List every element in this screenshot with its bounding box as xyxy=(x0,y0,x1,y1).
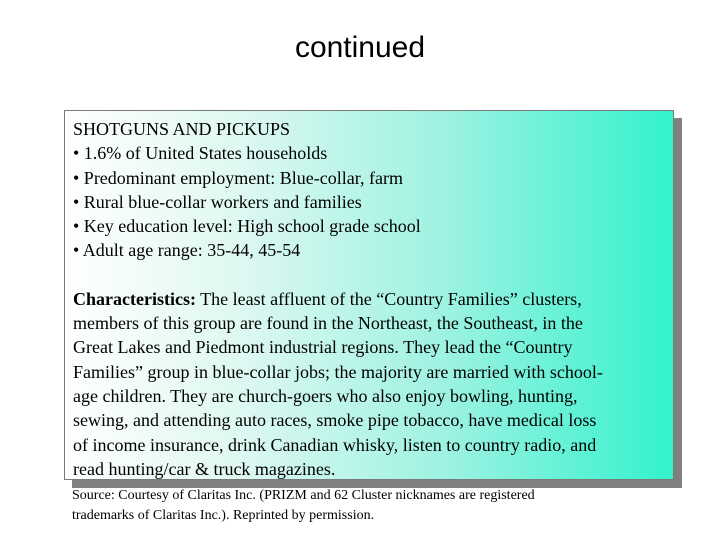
characteristics-line: sewing, and attending auto races, smoke pipe tobacco, have medical loss xyxy=(73,410,597,431)
fact-age-range: • Adult age range: 35-44, 45-54 xyxy=(73,240,301,261)
characteristics-line: Great Lakes and Piedmont industrial regions. They lead the “Country xyxy=(73,337,573,358)
characteristics-line: members of this group are found in the Northeast, the Southeast, in the xyxy=(73,313,583,334)
characteristics-label: Characteristics: xyxy=(73,288,196,309)
segment-facts-list xyxy=(73,141,665,262)
source-line: trademarks of Claritas Inc.). Reprinted by permission. xyxy=(72,508,375,523)
characteristics-text: The least affluent of the “Country Families” clusters, xyxy=(195,288,582,309)
source-note xyxy=(72,486,692,526)
characteristics-paragraph xyxy=(73,287,665,481)
characteristics-line: read hunting/car & truck magazines. xyxy=(73,458,336,479)
characteristics-line: Families” group in blue-collar jobs; the majority are married with school- xyxy=(73,361,603,382)
fact-households: • 1.6% of United States households xyxy=(73,143,328,164)
source-line: Source: Courtesy of Claritas Inc. (PRIZM and 62 Cluster nicknames are registered xyxy=(72,488,535,503)
characteristics-line: age children. They are church-goers who also enjoy bowling, hunting, xyxy=(73,385,578,406)
characteristics-line: of income insurance, drink Canadian whisky, listen to country radio, and xyxy=(73,434,597,455)
segment-heading: SHOTGUNS AND PICKUPS xyxy=(73,119,291,139)
content-box xyxy=(64,110,674,480)
fact-education: • Key education level: High school grade school xyxy=(73,216,421,237)
slide-title: continued xyxy=(294,31,426,64)
characteristics-line xyxy=(73,287,665,311)
fact-workers: • Rural blue-collar workers and families xyxy=(73,191,362,212)
fact-employment: • Predominant employment: Blue-collar, farm xyxy=(73,167,403,188)
